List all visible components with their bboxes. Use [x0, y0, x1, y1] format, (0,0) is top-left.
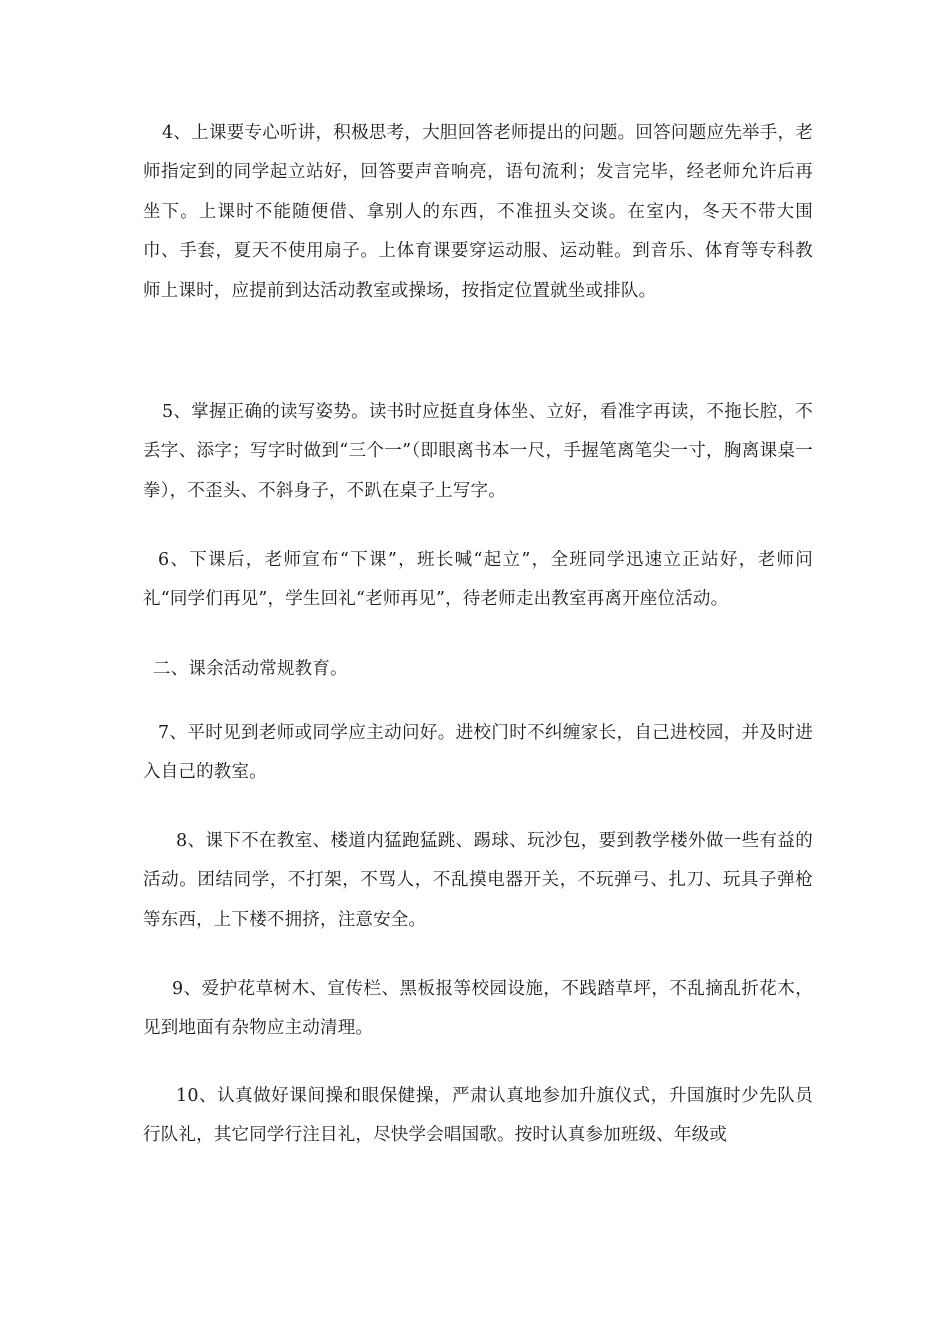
- paragraph-text: 7、平时见到老师或同学应主动问好。进校门时不纠缠家长，自己进校园，并及时进入自己的教室。: [143, 723, 813, 783]
- paragraph-rule-9: [143, 970, 813, 1049]
- paragraph-rule-4: [143, 114, 813, 311]
- paragraph-rule-5: [143, 393, 813, 511]
- paragraph-rule-10: [143, 1077, 813, 1156]
- paragraph-text: 4、上课要专心听讲，积极思考，大胆回答老师提出的问题。回答问题应先举手，老师指定到的同学起立站好，回答要声音响亮，语句流利；发言完毕，经老师允许后再坐下。上课时不能随便借、拿别人的东西，不准扭头交谈。在室内，冬天不带大围巾、手套，夏天不使用扇子。上体育课要穿运动服、运动鞋。到音乐、体育等专科教师上课时，应提前到达活动教室或操场，按指定位置就坐或排队。: [143, 123, 813, 301]
- paragraph-text: 8、课下不在教室、楼道内猛跑猛跳、踢球、玩沙包，要到教学楼外做一些有益的活动。团结同学，不打架，不骂人，不乱摸电器开关，不玩弹弓、扎刀、玩具子弹枪等东西，上下楼不拥挤，注意安全。: [143, 831, 813, 930]
- paragraph-text: 9、爱护花草树木、宣传栏、黑板报等校园设施，不践踏草坪，不乱摘乱折花木，见到地面有杂物应主动清理。: [143, 979, 813, 1039]
- paragraph-text: 5、掌握正确的读写姿势。读书时应挺直身体坐、立好，看准字再读，不拖长腔，不丢字、添字；写字时做到“三个一”（即眼离书本一尺，手握笔离笔尖一寸，胸离课桌一拳），不歪头、不斜身子，不趴在桌子上写字。: [143, 402, 813, 501]
- paragraph-text: 6、下课后，老师宣布“下课”，班长喊“起立”，全班同学迅速立正站好，老师问礼“同学们再见”，学生回礼“老师再见”，待老师走出教室再离开座位活动。: [143, 550, 813, 610]
- heading-text: 二、课余活动常规教育。: [153, 659, 348, 679]
- paragraph-rule-7: [143, 714, 813, 793]
- section-heading: [143, 650, 813, 689]
- paragraph-text: 10、认真做好课间操和眼保健操，严肃认真地参加升旗仪式，升国旗时少先队员行队礼，其它同学行注目礼，尽快学会唱国歌。按时认真参加班级、年级或: [143, 1086, 813, 1146]
- paragraph-rule-8: [143, 822, 813, 940]
- paragraph-rule-6: [143, 541, 813, 620]
